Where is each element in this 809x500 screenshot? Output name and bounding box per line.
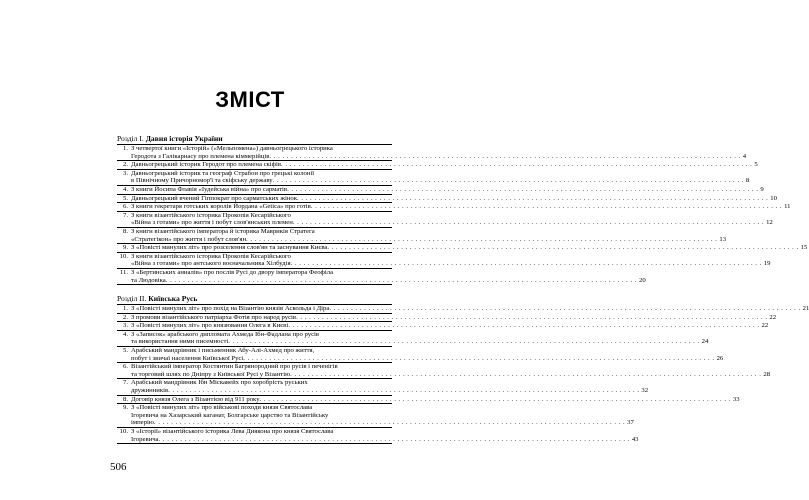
entry-line [131,419,634,427]
entry-body [131,379,648,394]
entry-body [131,314,776,322]
entry-line [131,228,726,236]
entry-body [131,428,639,443]
entry-line [131,404,634,412]
entry-number: 4. [122,330,128,338]
entry-number: 3. [122,322,128,330]
entry-line [131,396,740,404]
entry-line [131,203,791,211]
entry-text: імперію [131,419,154,427]
toc-entry[interactable] [117,330,709,347]
entry-body [131,322,768,330]
dot-leader [243,355,714,363]
entry-page-number: 22 [761,322,769,330]
dot-leader [281,161,752,169]
entry-body [131,347,723,362]
dot-leader [269,153,740,161]
entry-line [131,338,708,346]
dot-leader [166,277,637,285]
entry-number: 10. [119,428,128,435]
entry-page-number: 11 [784,203,791,211]
toc-entry[interactable] [117,194,777,204]
entry-page-number: 13 [719,235,727,243]
entry-page-number: 5 [754,161,758,169]
toc-entry[interactable] [117,144,747,161]
toc-entry[interactable] [117,203,791,212]
entry-page-number: 26 [716,354,724,362]
dot-leader [311,203,782,211]
dot-leader [296,314,767,322]
entry-line [131,347,723,355]
dot-leader [297,195,768,203]
toc-entry[interactable] [117,211,773,228]
section-label: Розділ І. [117,134,144,143]
entry-number: 8. [122,395,128,403]
entry-text: З книги гекретаря готських королів Йордана «Getica» про готів [131,203,311,211]
entry-text: дружинників [131,387,169,395]
entry-line [131,371,770,379]
entry-page-number: 4 [742,152,747,160]
entry-page-number: 9 [760,185,764,193]
toc-entry[interactable] [117,395,740,405]
toc-entry[interactable] [117,428,639,444]
entry-text: Договір князя Олега з Візантією від 911 року [131,395,260,403]
entry-text: «Війна з готами» про життя і побут слов'янських племен [131,219,293,227]
entry-body [131,161,758,169]
section-label: Розділ ІІ. [117,294,147,304]
entry-line [131,253,771,261]
entry-line [131,186,764,194]
entry-body [131,212,773,227]
entry-text: Візантійський імператор Костянтин Багрянородний про русів і печенігів [131,363,338,371]
entry-text: та використання ними писемності [131,338,229,346]
entry-page-number: 8 [745,177,750,185]
entry-page-number: 22 [769,313,777,321]
toc-entry[interactable] [117,252,771,269]
entry-page-number: 15 [800,244,808,252]
page-title: ЗМІСТ [215,87,285,112]
entry-line [131,355,723,363]
entry-text: З «Повісті минулих літ» про розселення слов'ян та заснування Києва [131,244,328,252]
entry-text: «Стратегікон» про життя і побут слов'ян [131,235,247,243]
entry-text: З книги візантійського історика Прокопія Кесарійського [131,211,291,219]
entry-body [131,396,740,404]
toc-entry[interactable] [117,363,771,379]
dot-leader [291,260,762,268]
entry-page-number: 24 [701,338,709,346]
entry-number: 7. [122,211,128,219]
entry-number: 6. [122,363,128,371]
entry-body [131,363,770,378]
entry-number: 4. [122,185,128,193]
toc-entry[interactable] [117,322,769,331]
section-title: Давня історія України [145,134,223,143]
toc-entry[interactable] [117,244,808,253]
dot-leader [168,387,639,395]
entry-text: З книги Йосипа Флавія «Іудейська війна» про сарматів [131,185,288,193]
toc-entry[interactable] [117,347,724,363]
entry-line [131,363,770,371]
dot-leader [293,219,764,227]
entry-number: 2. [122,161,128,169]
entry-line [131,322,768,330]
entry-line [131,428,639,436]
dot-leader [273,177,744,185]
entry-number: 9. [122,244,128,252]
entry-number: 9. [122,404,128,412]
entry-line [131,314,776,322]
entry-body [131,145,746,160]
toc-entry[interactable] [117,227,727,244]
entry-body [131,195,777,203]
entry-text: Арабський мандрівник Ібн Міскавейх про хоробрість руських [131,379,308,387]
dot-leader [154,419,625,427]
entry-line [131,170,749,178]
entry-text: Ігоревича [131,435,159,443]
section-title: Київська Русь [148,294,198,304]
entry-line [131,412,634,420]
section-gap [117,285,392,294]
entry-text: «Війна з готами» про антського воєначальника Хілбудія [131,260,291,268]
entry-text: Ігоревича на Хазарський каганат, Болгарське царство та Візантійську [131,411,329,419]
entry-body [131,203,791,211]
entry-line [131,244,807,252]
dot-leader [327,244,798,252]
entry-page-number: 10 [770,194,777,202]
entry-text: Арабський мандрівник і письменник Абу-Алі-Ахмед про життя, [131,347,315,355]
entry-body [131,170,749,185]
dot-leader [260,396,731,404]
entry-text: З «Записок» арабського дипломата Ахмеда Ібн-Фадлана про русів [131,330,320,338]
entry-text: Давньогрецький історик та географ Страбон про грецькі колонії [131,169,315,177]
entry-text: З книги візантійського імператора й історика Маврикія Стратега [131,227,315,235]
table-of-contents [117,134,809,444]
entry-line [131,436,639,444]
entry-body [131,228,726,243]
dot-leader [329,305,800,313]
entry-line [131,219,773,227]
dot-leader [288,322,759,330]
toc-entry[interactable] [117,404,634,428]
dot-leader [246,236,717,244]
entry-number: 5. [122,347,128,355]
entry-line [131,305,809,313]
toc-entry[interactable] [117,169,750,186]
entry-text: Давньогрецький історик Геродот про племена скіфів [131,161,282,169]
entry-body [131,404,634,427]
entry-text: З «Повісті минулих літ» про військові походи князя Святослава [131,404,313,412]
dot-leader [159,436,630,444]
entry-line [131,260,771,268]
page-number: 506 [110,461,127,473]
entry-text: З промови візантійського патріарха Фотія про народ русів [131,313,297,321]
entry-line [131,236,726,244]
toc-entry[interactable] [117,161,758,170]
entry-line [131,331,708,339]
entry-body [131,253,771,268]
toc-entry[interactable] [117,185,764,195]
entry-text: побут і звичаї населення Київської Русі [131,354,244,362]
entry-page-number: 21 [802,305,809,313]
entry-body [131,331,708,346]
entry-page-number: 37 [627,419,634,427]
entry-text: З «Повісті минулих літ» про похід на Візантію князів Аскольда і Діра [131,305,330,313]
entry-number: 1. [122,145,128,152]
entry-number: 11. [119,268,128,276]
dot-leader [228,338,699,346]
entry-body [131,244,807,252]
toc-entry[interactable] [117,268,646,285]
entry-number: 7. [122,379,128,387]
entry-text: З «Повісті минулих літ» про князювання Олега в Києві [131,322,289,330]
entry-text: та торговий шлях по Дніпру з Київської Русі у Візантію [131,370,291,378]
entry-line [131,269,646,277]
entry-line [131,277,646,285]
entry-text: та Людовіка [131,276,166,284]
entry-number: 3. [122,169,128,177]
entry-text: Геродота з Галікарнасу про племена кіммерійців [131,152,270,160]
entry-page-number: 28 [763,370,771,378]
entry-page-number: 32 [641,387,649,395]
dot-leader [287,186,758,194]
entry-page-number: 12 [766,219,773,227]
entry-text: З четвертої книги «Історій» («Мельпомена») давньогрецького історика [131,145,333,152]
entry-body [131,186,764,194]
entry-number: 10. [119,252,128,260]
entry-line [131,387,648,395]
entry-line [131,379,648,387]
dot-leader [290,371,761,379]
entry-page-number: 19 [763,260,771,268]
toc-entry[interactable] [117,379,649,395]
entry-text: З книги візантійського історика Прокопія Кесарійського [131,252,291,260]
entry-page-number: 43 [631,435,639,443]
entry-body [131,305,809,313]
entry-line [131,177,749,185]
entry-text: З «Історії» візантійського історика Лева Диякона про князя Святослава [131,428,334,435]
section-heading [117,294,392,303]
section-heading [117,134,392,143]
entry-line [131,161,758,169]
entry-number: 6. [122,203,128,211]
entry-page-number: 33 [732,395,740,403]
entry-number: 8. [122,227,128,235]
entry-page-number: 20 [639,276,646,284]
entry-line [131,153,746,161]
entry-text: Давньогрецький вчений Гіппократ про сарматських жінок [131,194,297,202]
entry-line [131,212,773,220]
entry-line [131,195,777,203]
entry-text: в Північному Причорномор'ї та скіфську державу [131,177,273,185]
toc-entry[interactable] [117,313,777,323]
entry-text: З «Бертинських анналів» про послів Русі до двору імператора Феофіла [131,268,334,276]
entry-number: 1. [122,305,128,313]
entry-number: 5. [122,194,128,202]
toc-entry[interactable] [117,304,809,314]
entry-line [131,145,746,153]
entry-number: 2. [122,313,128,321]
entry-body [131,269,646,284]
